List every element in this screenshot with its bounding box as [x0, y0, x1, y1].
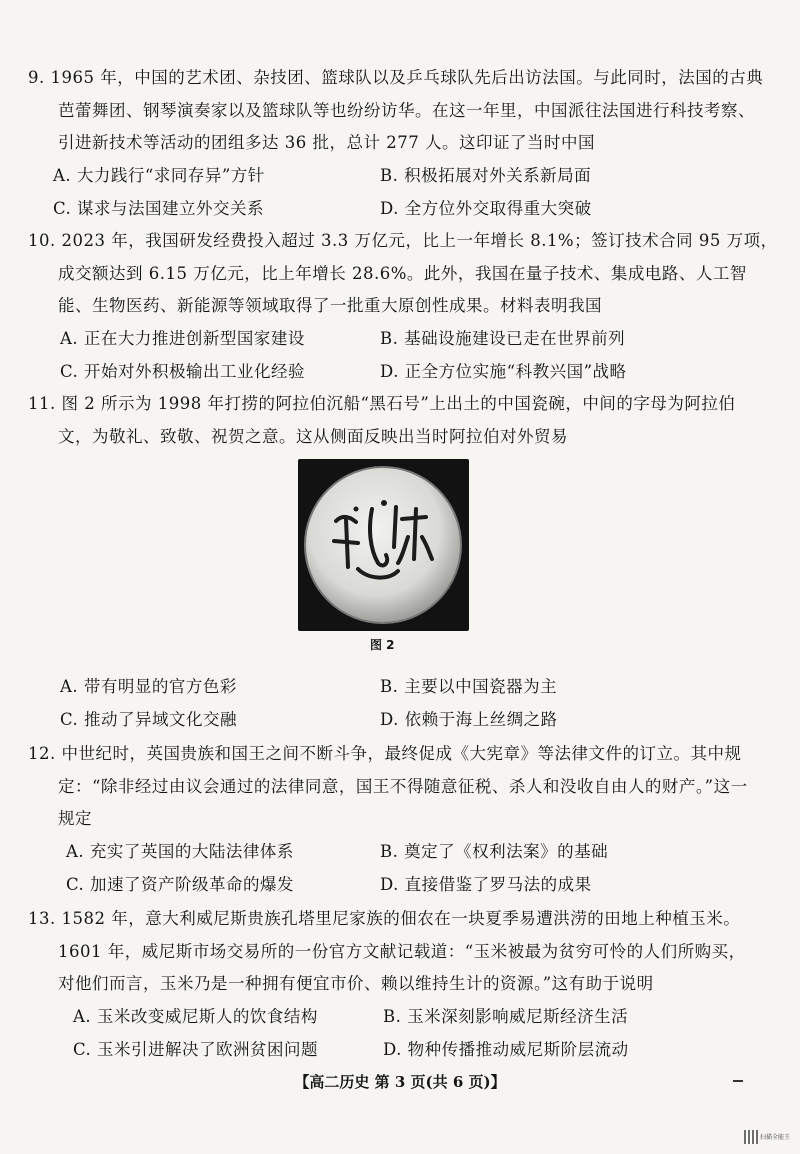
option-b[interactable]: B. 积极拓展对外关系新局面	[380, 165, 592, 185]
option-a[interactable]: A. 大力践行“求同存异”方针	[53, 165, 265, 185]
option-d[interactable]: D. 依赖于海上丝绸之路	[380, 710, 558, 729]
option-a[interactable]: A. 充实了英国的大陆法律体系	[66, 841, 294, 861]
options	[28, 160, 780, 193]
stem-line: 10. 2023 年，我国研发经费投入超过 3.3 万亿元，比上一年增长 8.1%；签订技术合同 95 万项，	[28, 231, 778, 250]
divider	[733, 1080, 743, 1082]
option-a[interactable]: A. 玉米改变威尼斯人的饮食结构	[73, 1006, 318, 1026]
stem-line: 12. 中世纪时，英国贵族和国王之间不断斗争，最终促成《大宪章》等法律文件的订立。其中规	[28, 744, 742, 763]
question-stem	[28, 388, 780, 453]
question-13	[28, 903, 780, 1067]
question-stem	[28, 903, 780, 1001]
stem-line: 1601 年，威尼斯市场交易所的一份官方文献记载道：“玉米被最为贫穷可怜的人们所购买，	[58, 941, 746, 961]
options	[28, 869, 780, 902]
options	[28, 193, 780, 226]
option-c[interactable]: C. 推动了异域文化交融	[60, 710, 238, 729]
option-b[interactable]: B. 奠定了《权利法案》的基础	[380, 841, 609, 861]
option-d[interactable]: D. 物种传播推动威尼斯阶层流动	[383, 1039, 629, 1059]
option-c[interactable]: C. 玉米引进解决了欧洲贫困问题	[73, 1039, 319, 1059]
stem-line: 引进新技术等活动的团组多达 36 批，总计 277 人。这印证了当时中国	[58, 133, 595, 152]
question-stem	[28, 225, 780, 323]
stem-line: 定：“除非经过由议会通过的法律同意，国王不得随意征税、杀人和没收自由人的财产。”这一	[58, 776, 748, 796]
options	[28, 836, 780, 869]
option-b[interactable]: B. 主要以中国瓷器为主	[380, 677, 558, 696]
options	[28, 704, 780, 737]
option-a[interactable]: A. 带有明显的官方色彩	[60, 677, 237, 696]
question-stem	[28, 738, 780, 836]
option-c[interactable]: C. 加速了资产阶级革命的爆发	[66, 874, 295, 894]
options	[28, 671, 780, 704]
stem-line: 芭蕾舞团、钢琴演奏家以及篮球队等也纷纷访华。在这一年里，中国派往法国进行科技考察、	[58, 100, 755, 120]
figure-caption: 图 2	[370, 638, 395, 652]
option-d[interactable]: D. 全方位外交取得重大突破	[380, 198, 592, 218]
stem-line: 11. 图 2 所示为 1998 年打捞的阿拉伯沉船“黑石号”上出土的中国瓷碗，中间的字母为阿拉伯	[28, 394, 736, 413]
option-d[interactable]: D. 正全方位实施“科教兴国”战略	[380, 361, 627, 381]
stem-line: 13. 1582 年，意大利威尼斯贵族孔塔里尼家族的佃农在一块夏季易遭洪涝的田地上种植玉米。	[28, 909, 741, 928]
option-c[interactable]: C. 谋求与法国建立外交关系	[53, 198, 265, 218]
option-c[interactable]: C. 开始对外积极输出工业化经验	[60, 361, 306, 381]
question-12	[28, 738, 780, 902]
options	[28, 356, 780, 389]
option-a[interactable]: A. 正在大力推进创新型国家建设	[60, 328, 305, 348]
option-b[interactable]: B. 玉米深刻影响威尼斯经济生活	[383, 1006, 629, 1026]
question-10	[28, 225, 780, 389]
stem-line: 9. 1965 年，中国的艺术团、杂技团、篮球队以及乒乓球队先后出访法国。与此同时，法国的古典	[28, 68, 764, 87]
porcelain-bowl-image	[298, 459, 469, 631]
options	[28, 1034, 780, 1067]
question-11	[28, 388, 780, 453]
option-d[interactable]: D. 直接借鉴了罗马法的成果	[380, 874, 592, 894]
qr-code-icon	[744, 1130, 758, 1144]
stem-line: 对他们而言，玉米乃是一种拥有便宜市价、赖以维持生计的资源。”这有助于说明	[58, 974, 654, 993]
stem-line: 成交额达到 6.15 万亿元，比上年增长 28.6%。此外，我国在量子技术、集成电路、人工智	[58, 263, 747, 283]
question-11-options	[28, 671, 780, 737]
stem-line: 文，为敬礼、致敬、祝贺之意。这从侧面反映出当时阿拉伯对外贸易	[58, 426, 568, 446]
options	[28, 1001, 780, 1034]
question-stem	[28, 62, 780, 160]
options	[28, 323, 780, 356]
option-b[interactable]: B. 基础设施建设已走在世界前列	[380, 328, 626, 348]
stem-line: 规定	[58, 809, 92, 828]
stem-line: 能、生物医药、新能源等领域取得了一批重大原创性成果。材料表明我国	[58, 296, 602, 315]
scanner-watermark: 扫描全能王	[760, 1134, 791, 1141]
page-footer: 【高二历史 第 3 页(共 6 页)】	[294, 1073, 506, 1091]
question-9	[28, 62, 780, 226]
